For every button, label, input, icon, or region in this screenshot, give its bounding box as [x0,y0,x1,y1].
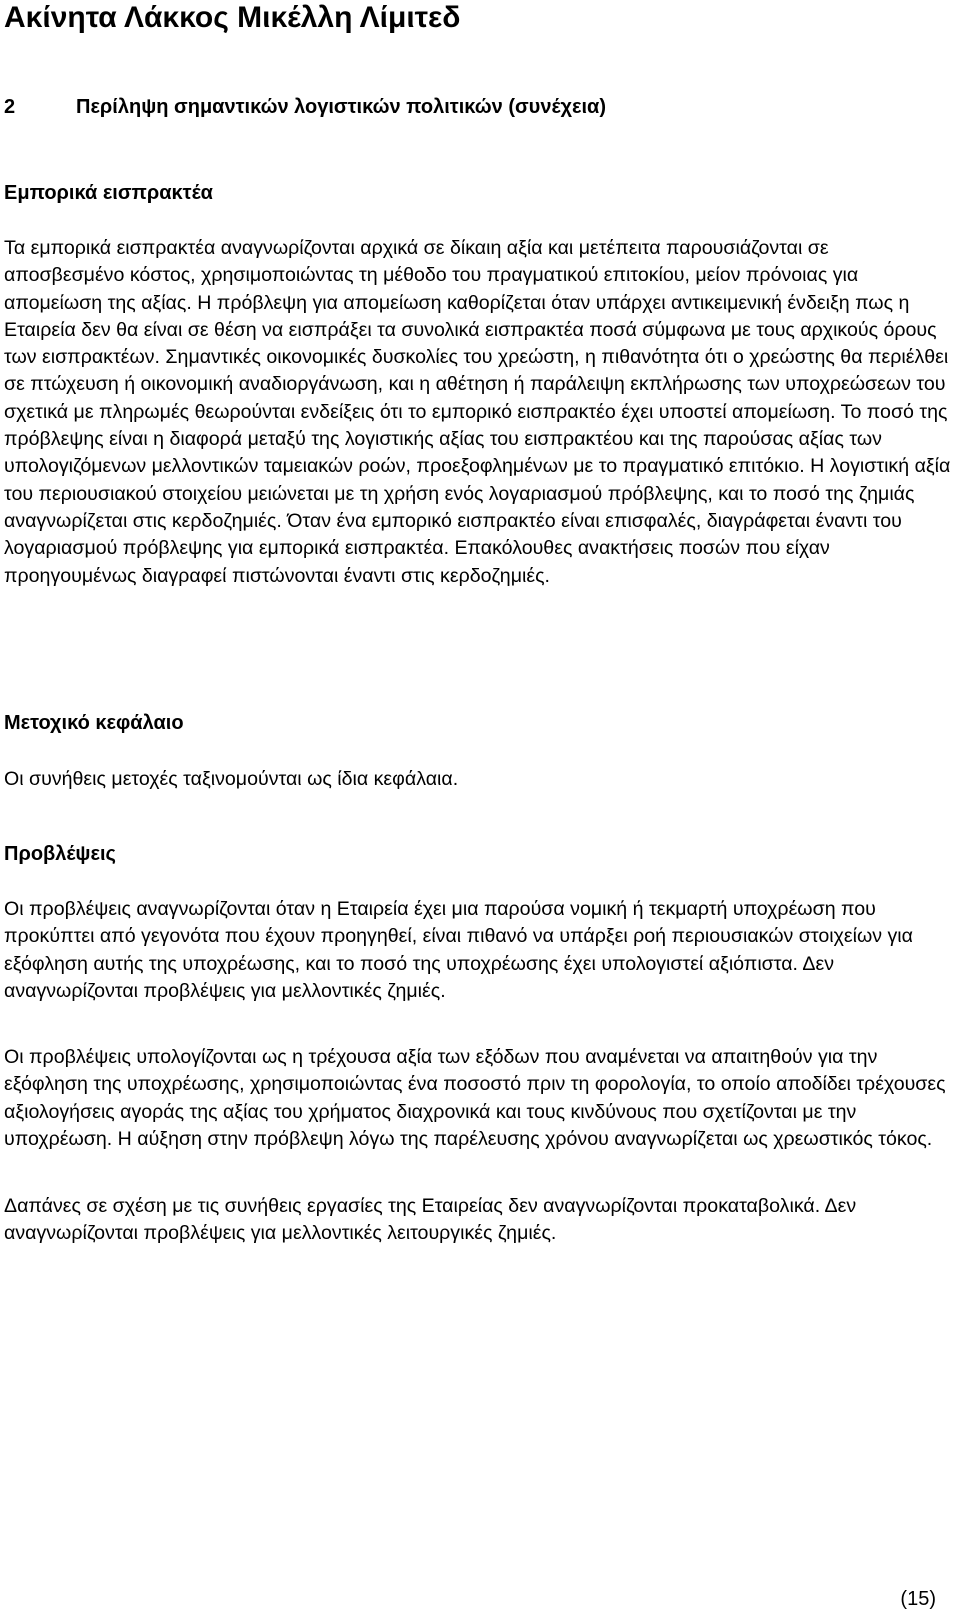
paragraph-provisions-3: Δαπάνες σε σχέση με τις συνήθεις εργασίες της Εταιρείας δεν αναγνωρίζονται προκαταβολικά. Δεν αναγνωρίζονται προβλέψεις για μελλοντικές λειτουργικές ζημιές. [4,1195,857,1245]
section-header [4,94,606,120]
paragraph-trade-receivables: Τα εμπορικά εισπρακτέα αναγνωρίζονται αρχικά σε δίκαιη αξία και μετέπειτα παρουσιάζονται σε αποσβεσμένο κόστος, χρησιμοποιώντας τη μέθοδο του πραγματικού επιτοκίου, μείον πρόνοιας για απομείωση της αξίας. Η πρόβλεψη για απομείωση καθορίζεται όταν υπάρχει αντικειμενική ένδειξη πως η Εταιρεία δεν θα είναι σε θέση να εισπράξει τα συνολικά εισπρακτέα ποσά σύμφωνα με τους αρχικούς όρους των εισπρακτέων. Σημαντικές οικονομικές δυσκολίες του χρεώστη, η πιθανότητα ότι ο χρεώστης θα περιέλθει σε πτώχευση ή οικονομική αναδιοργάνωση, και η αθέτηση ή παράλειψη εκπλήρωσης των υποχρεώσεων του σχετικά με πληρωμές θεωρούνται ενδείξεις ότι το εμπορικό εισπρακτέο έχει υποστεί απομείωση. Το ποσό της πρόβλεψης είναι η διαφορά μεταξύ της λογιστικής αξίας του εισπρακτέου και της παρούσας αξίας των υπολογιζόμενων μελλοντικών ταμειακών ροών, προεξοφλημένων με το πραγματικό επιτόκιο. Η λογιστική αξία του περιουσιακού στοιχείου μειώνεται με τη χρήση ενός λογαριασμού πρόβλεψης, και το ποσό της ζημιάς αναγνωρίζεται στις κερδοζημιές. Όταν ένα εμπορικό εισπρακτέο είναι επισφαλές, διαγράφεται έναντι του λογαριασμού πρόβλεψης για εμπορικά εισπρακτέα. Επακόλουθες ανακτήσεις ποσών που είχαν προηγουμένως διαγραφεί πιστώνονται έναντι στις κερδοζημιές. [4,237,951,587]
company-name: Ακίνητα Λάκκος Μικέλλη Λίμιτεδ [4,1,461,34]
section-title: Περίληψη σημαντικών λογιστικών πολιτικών (συνέχεια) [76,96,606,118]
heading-provisions: Προβλέψεις [4,843,116,865]
heading-trade-receivables: Εμπορικά εισπρακτέα [4,182,213,204]
paragraph-provisions-1: Οι προβλέψεις αναγνωρίζονται όταν η Εταιρεία έχει μια παρούσα νομική ή τεκμαρτή υποχρέωση που προκύπτει από γεγονότα που έχουν προηγηθεί, είναι πιθανό να υπάρξει ροή περιουσιακών στοιχείων για εξόφληση αυτής της υποχρέωσης, και το ποσό της υποχρέωσης έχει υπολογιστεί αξιόπιστα. Δεν αναγνωρίζονται προβλέψεις για μελλοντικές ζημιές. [4,898,913,1002]
section-number: 2 [4,96,16,118]
paragraph-share-capital: Οι συνήθεις μετοχές ταξινομούνται ως ίδια κεφάλαια. [4,768,459,790]
page-number: (15) [900,1588,936,1610]
heading-share-capital: Μετοχικό κεφάλαιο [4,712,184,734]
paragraph-provisions-2: Οι προβλέψεις υπολογίζονται ως η τρέχουσα αξία των εξόδων που αναμένεται να απαιτηθούν για την εξόφληση της υποχρέωσης, χρησιμοποιώντας ένα ποσοστό πριν τη φορολογία, το οποίο αποδίδει τρέχουσες αξιολογήσεις αγοράς της αξίας του χρήματος διαχρονικά και τους κινδύνους που σχετίζονται με την υποχρέωση. Η αύξηση στην πρόβλεψη λόγω της παρέλευσης χρόνου αναγνωρίζεται ως χρεωστικός τόκος. [4,1046,946,1150]
